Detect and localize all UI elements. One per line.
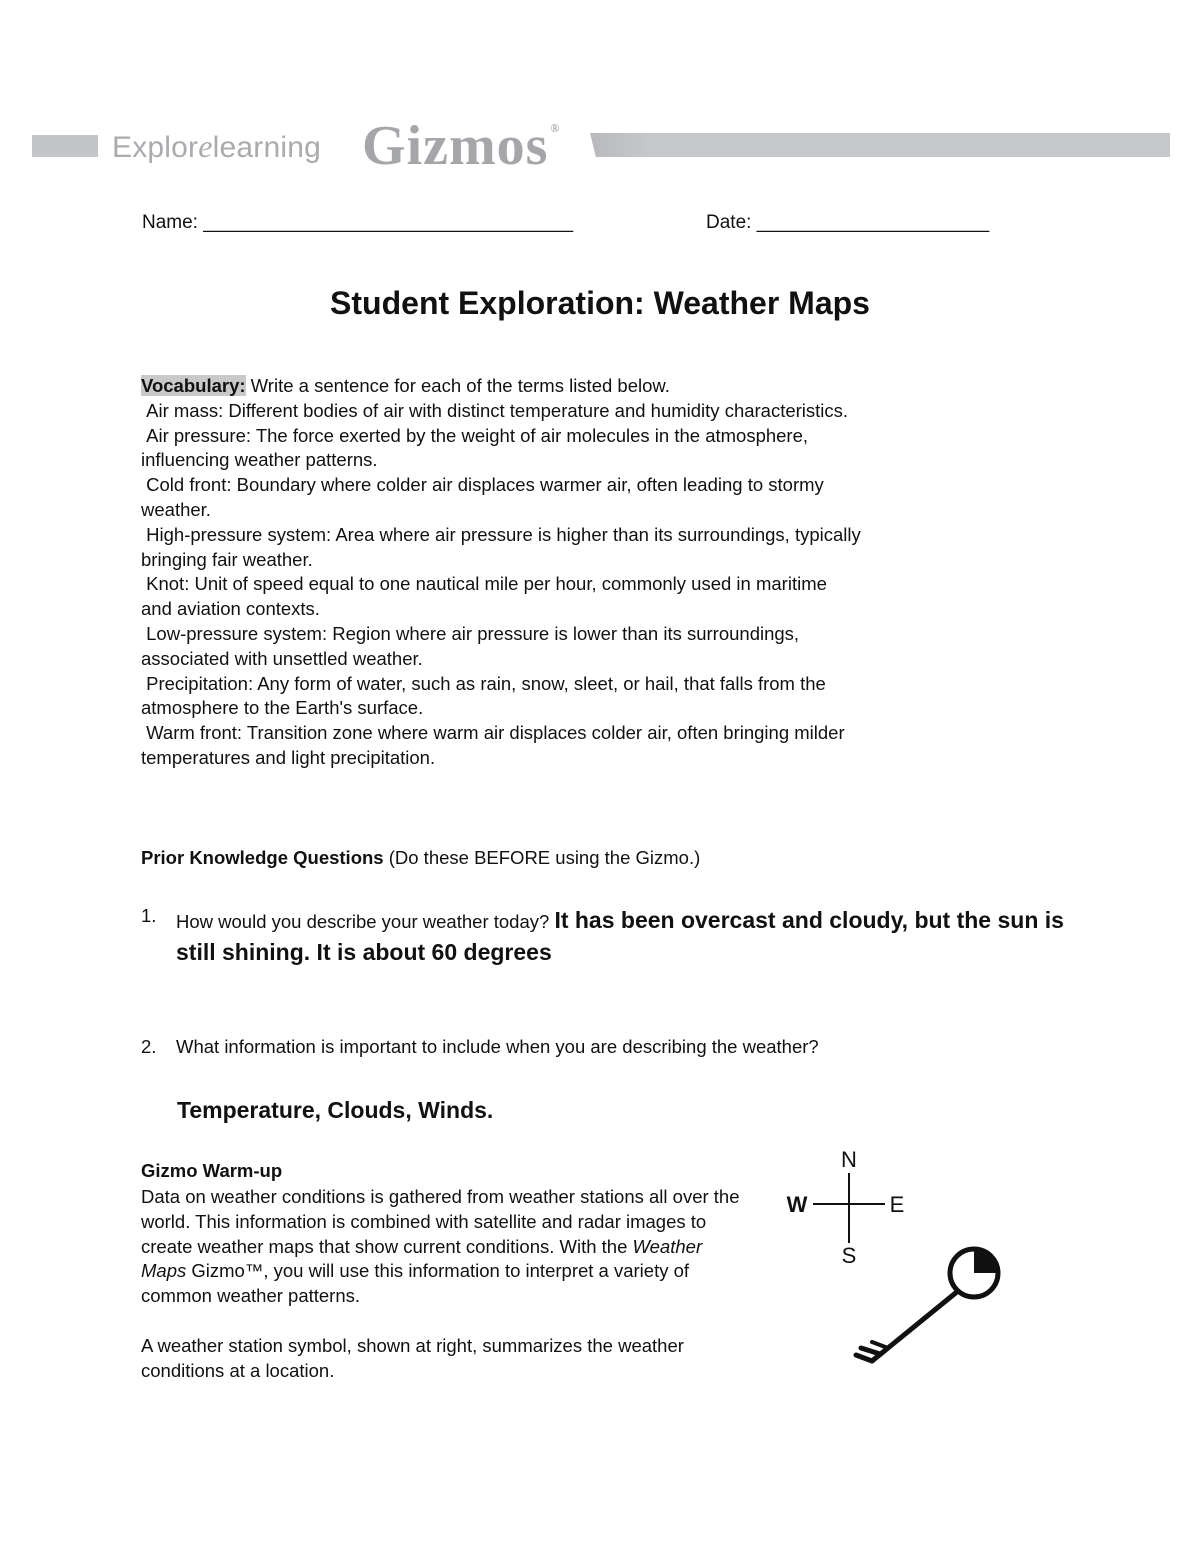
weather-station-symbol-icon [850,1238,1010,1378]
prior-knowledge-note: (Do these BEFORE using the Gizmo.) [383,847,701,868]
vocabulary-label: Vocabulary: [141,375,246,396]
vocab-item-precipitation: Precipitation: Any form of water, such as rain, snow, sleet, or hail, that falls from the atmosphere to the Earth's surface. [141,672,831,719]
question-number: 2. [141,1036,157,1057]
question-answer[interactable]: It has been overcast and cloudy, but the sun is still shining. It is about 60 degrees [176,907,1064,965]
name-label: Name: [142,212,198,233]
vocab-item-warm-front: Warm front: Transition zone where warm air displaces colder air, often bringing milder temperatures and light precipitation. [141,722,850,768]
question-2-answer[interactable]: Temperature, Clouds, Winds. [177,1097,494,1123]
page-title: Student Exploration: Weather Maps [330,285,870,321]
name-field[interactable] [142,212,573,234]
warmup-text-part: Gizmo™, you will use this information to interpret a variety of common weather patterns. [141,1260,690,1307]
question-number: 1. [141,905,157,926]
logo-text-prefix: Explor [112,131,199,164]
compass-east-label: E [889,1192,905,1217]
vocabulary-section [141,374,866,771]
question-prompt: How would you describe your weather today? [176,911,555,932]
header-bar-right [590,133,1170,157]
compass-north-label: N [841,1147,857,1172]
logo-text-suffix: learning [212,131,321,164]
gizmo-name: Weather Maps [141,1235,703,1282]
warmup-paragraph-2: A weather station symbol, shown at right, summarizes the weather conditions at a location. [141,1334,684,1381]
registered-mark: ® [550,121,561,135]
vocab-item-cold-front: Cold front: Boundary where colder air displaces warmer air, often leading to stormy weather. [141,474,829,520]
warmup-text [141,1185,741,1383]
warmup-paragraph-1 [141,1185,741,1309]
vocabulary-heading [141,374,861,399]
vocab-item-low-pressure: Low-pressure system: Region where air pressure is lower than its surroundings, associated with unsettled weather. [141,622,805,669]
date-label: Date: [706,212,752,233]
prior-knowledge-heading [141,847,700,869]
question-prompt: What information is important to include when you are describing the weather? [176,1036,819,1057]
name-blank[interactable]: ___________________________________ [203,212,574,233]
question-text [176,905,1076,969]
date-blank[interactable]: ______________________ [756,212,990,233]
vocab-item-knot: Knot: Unit of speed equal to one nautical mile per hour, commonly used in maritime and aviation contexts. [141,573,833,620]
logo-swirl: e [198,128,213,164]
warmup-heading: Gizmo Warm-up [141,1160,283,1181]
vocabulary-instruction: Write a sentence for each of the terms listed below. [245,375,670,396]
compass-west-label: W [786,1192,808,1217]
compass-south-label: S [841,1243,857,1268]
gizmos-wordmark: Gizmos [362,115,549,177]
warmup-text-part: Data on weather conditions is gathered from weather stations all over the world. This information is combined with satellite and radar images to create weather maps that show current conditions. With the [141,1186,740,1257]
date-field[interactable] [706,212,989,234]
gizmos-logo [362,114,560,178]
vocab-item-air-pressure: Air pressure: The force exerted by the weight of air molecules in the atmosphere, influencing weather patterns. [141,424,814,471]
header-bar-left [32,135,98,157]
vocab-item-high-pressure: High-pressure system: Area where air pressure is higher than its surroundings, typically bringing fair weather. [141,523,866,570]
vocab-item-air-mass: Air mass: Different bodies of air with distinct temperature and humidity characteristics. [141,399,849,421]
explorelearning-logo [112,128,321,165]
prior-knowledge-title: Prior Knowledge Questions [141,847,384,868]
